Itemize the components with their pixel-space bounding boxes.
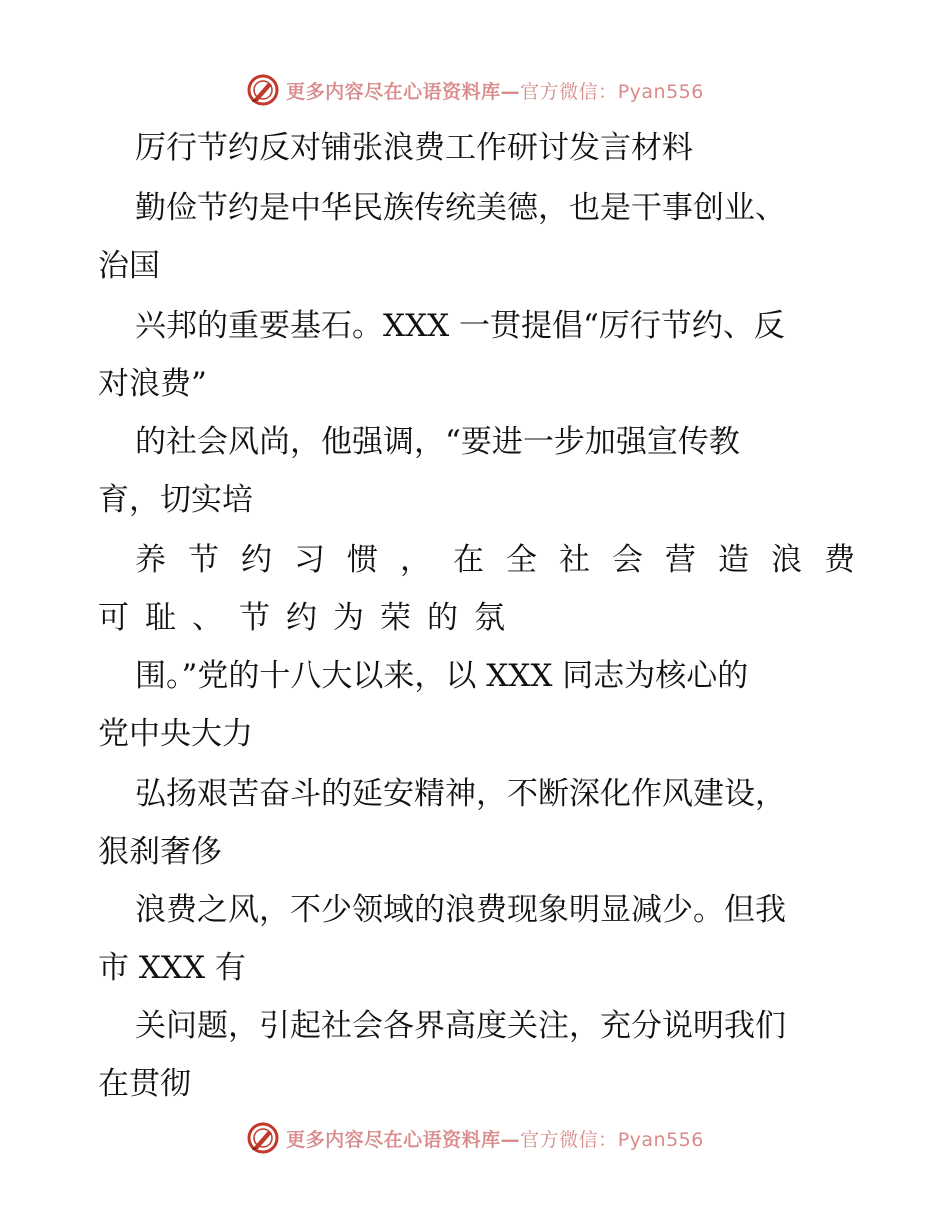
watermark-text: 更多内容尽在心语资料库—官方微信：Pyan556 xyxy=(286,80,704,103)
paragraph-line: 党中央大力 xyxy=(98,716,253,752)
paragraph-line: 市 XXX 有 xyxy=(98,950,246,986)
paragraph-line: 兴邦的重要基石。XXX 一贯提倡“厉行节约、反 xyxy=(135,308,785,344)
pen-logo-icon xyxy=(246,1121,280,1155)
paragraph-line: 在贯彻 xyxy=(98,1066,191,1102)
paragraph-line: 养节约习惯，在全社会营造浪费 xyxy=(135,542,877,578)
paragraph-line: 狠刹奢侈 xyxy=(98,834,222,870)
watermark-text: 更多内容尽在心语资料库—官方微信：Pyan556 xyxy=(286,1128,704,1151)
document-title: 厉行节约反对铺张浪费工作研讨发言材料 xyxy=(135,130,693,166)
header-watermark xyxy=(0,70,950,110)
paragraph-line: 勤俭节约是中华民族传统美德，也是干事创业、 xyxy=(135,190,786,226)
footer-watermark xyxy=(0,1118,950,1158)
pen-logo-icon xyxy=(246,73,280,107)
paragraph-line: 关问题，引起社会各界高度关注，充分说明我们 xyxy=(135,1008,786,1044)
paragraph-line: 围。”党的十八大以来，以 XXX 同志为核心的 xyxy=(135,658,749,694)
paragraph-line: 治国 xyxy=(98,248,160,284)
paragraph-line: 的社会风尚，他强调，“要进一步加强宣传教 xyxy=(135,424,740,460)
paragraph-line: 弘扬艰苦奋斗的延安精神，不断深化作风建设， xyxy=(135,776,786,812)
paragraph-line: 对浪费” xyxy=(98,366,207,402)
paragraph-line: 育，切实培 xyxy=(98,482,253,518)
paragraph-line: 浪费之风，不少领域的浪费现象明显减少。但我 xyxy=(135,892,786,928)
paragraph-line: 可耻、节约为荣的氛 xyxy=(98,600,521,636)
